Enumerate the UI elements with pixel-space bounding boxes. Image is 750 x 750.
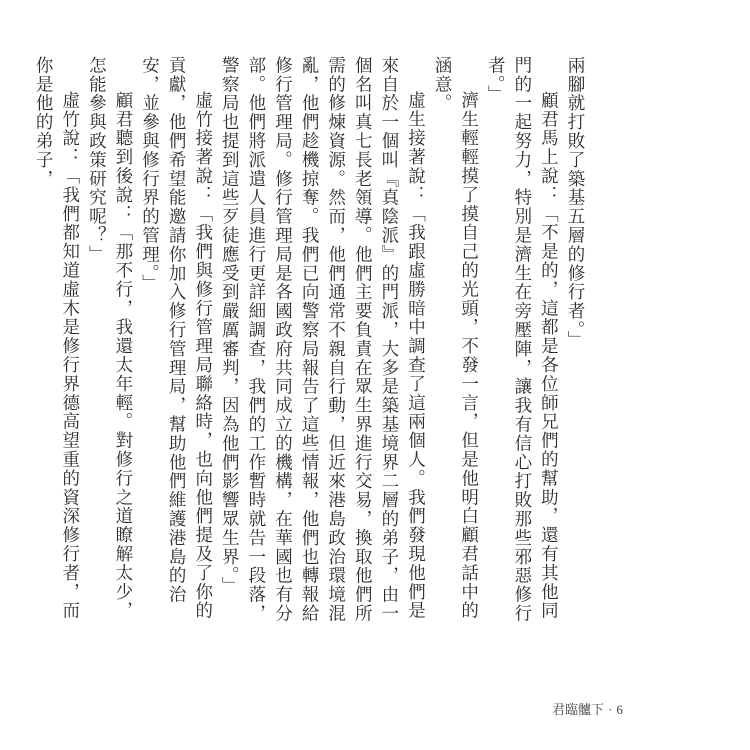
vertical-text-body xyxy=(30,56,588,631)
paragraph-3: 濟生輕輕摸了摸自己的光頭，不發一言，但是他明白顧君話中的涵意。 xyxy=(432,56,479,621)
paragraph-5: 虛竹接著說：「我們與修行管理局聯絡時，也向他們提及了你的貢獻，他們希望能邀請你加入修行管理局，幫助他們維護港島的治安，並參與修行界的管理。」 xyxy=(139,56,213,621)
paragraph-6: 顧君聽到後說：「那不行，我還太年輕。對修行之道瞭解太少，怎能參與政策研究呢？」 xyxy=(86,56,133,621)
page-number: 6 xyxy=(616,702,623,717)
page-footer xyxy=(552,699,623,718)
footer-separator: · xyxy=(608,702,613,717)
paragraph-4: 虛生接著說：「我跟虛勝暗中調查了這兩個人。我們發現他們是來自於一個叫『真陰派』的門派，大多是築基境界二層的弟子，由一個名叫真七長老領導。他們主要負責在眾生界進行交易，換取他們所需的修煉資源。然而，他們通常不親自行動，但近來港島政治環境混亂，他們趁機掠奪。我們已向警察局報告了這些情報，他們也轉報給修行管理局。修行管理局是各國政府共同成立的機構，在華國也有分部。他們將派遣人員進行更詳細調查，我們的工作暫時就告一段落，警察局也提到這些歹徒應受到嚴厲審判，因為他們影響眾生界。」 xyxy=(219,56,426,623)
paragraph-2: 顧君馬上說：「不是的，這都是各位師兄們的幫助，還有其他同門的一起努力，特別是濟生在旁壓陣，讓我有信心打敗那些邪惡修行者。」 xyxy=(485,56,559,623)
book-title: 君臨髗下 xyxy=(552,702,605,717)
paragraph-1: 兩腳就打敗了築基五層的修行者。」 xyxy=(565,56,585,350)
paragraph-7: 虛竹說：「我們都知道虛木是修行界德高望重的資深修行者，而你是他的弟子， xyxy=(33,56,80,621)
